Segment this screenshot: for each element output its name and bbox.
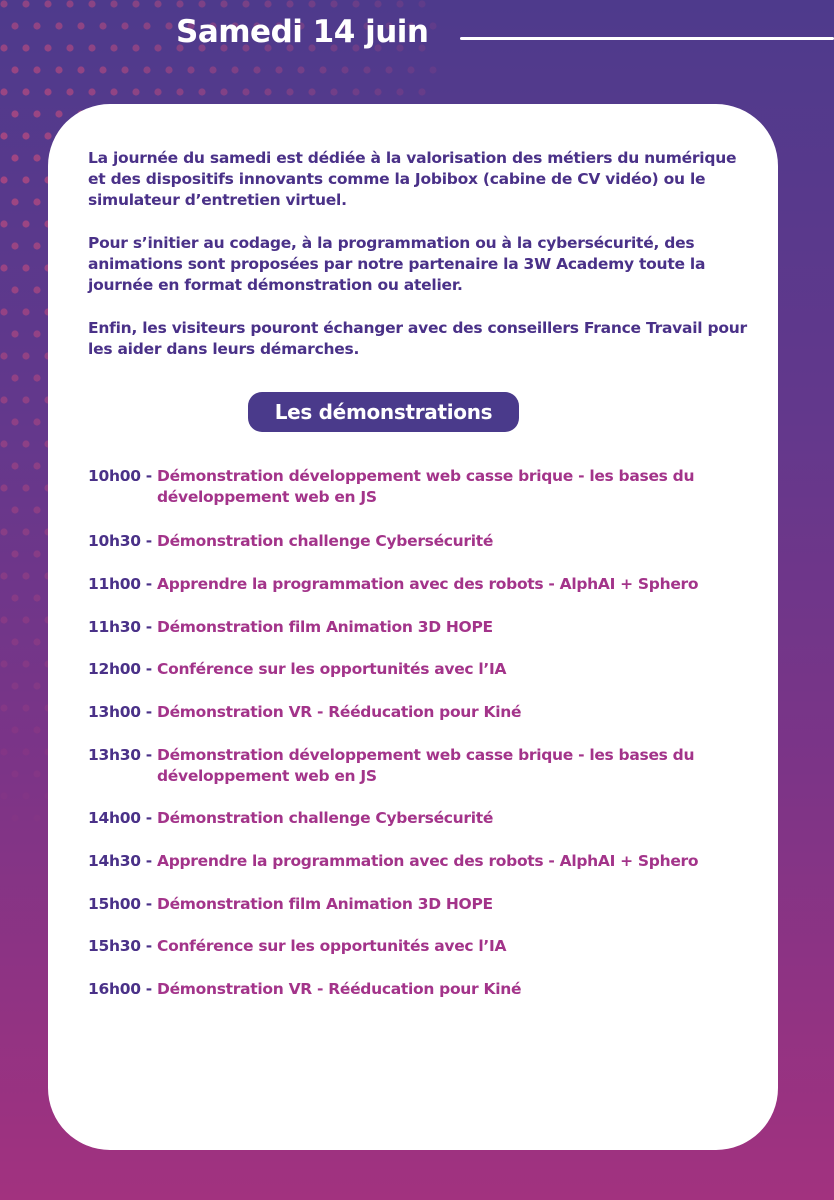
content-card: [48, 104, 778, 1150]
schedule-time: 14h00: [88, 809, 141, 827]
schedule-description: Démonstration VR - Rééducation pour Kiné: [157, 703, 522, 721]
schedule-item: 10h30 - Démonstration challenge Cybersécurité: [88, 531, 707, 552]
schedule-item: 13h30 - Démonstration développement web casse brique - les bases du développement web en JS: [88, 745, 707, 787]
section-title-pill: Les démonstrations: [248, 392, 519, 432]
schedule-time: 11h30: [88, 618, 141, 636]
intro-paragraph: La journée du samedi est dédiée à la valorisation des métiers du numérique et des dispositifs innovants comme la Jobibox (cabine de CV vidéo) ou le simulateur d’entretien virtuel.: [88, 149, 737, 209]
schedule-item: 12h00 - Conférence sur les opportunités avec l’IA: [88, 659, 707, 680]
schedule-item: 13h00 - Démonstration VR - Rééducation pour Kiné: [88, 702, 707, 723]
schedule-item: 10h00 - Démonstration développement web casse brique - les bases du développement web en JS: [88, 466, 707, 508]
schedule-time: 10h00: [88, 467, 141, 485]
schedule-item: 14h00 - Démonstration challenge Cybersécurité: [88, 808, 707, 829]
schedule-item: 14h30 - Apprendre la programmation avec des robots - AlphAI + Sphero: [88, 851, 707, 872]
schedule-time: 15h00: [88, 895, 141, 913]
intro-paragraph: Enfin, les visiteurs pouront échanger avec des conseillers France Travail pour les aider dans leurs démarches.: [88, 319, 747, 358]
schedule-description: Démonstration développement web casse brique - les bases du développement web en JS: [157, 746, 695, 785]
schedule-item: 11h00 - Apprendre la programmation avec des robots - AlphAI + Sphero: [88, 574, 707, 595]
schedule-item: 16h00 - Démonstration VR - Rééducation pour Kiné: [88, 979, 707, 1000]
schedule-item: 15h30 - Conférence sur les opportunités avec l’IA: [88, 936, 707, 957]
intro-paragraph: Pour s’initier au codage, à la programmation ou à la cybersécurité, des animations sont proposées par notre partenaire la 3W Academy toute la journée en format démonstration ou atelier.: [88, 234, 706, 294]
page-title: Samedi 14 juin: [176, 14, 429, 50]
schedule-description: Conférence sur les opportunités avec l’IA: [157, 937, 507, 955]
schedule-description: Démonstration challenge Cybersécurité: [157, 532, 494, 550]
schedule-time: 14h30: [88, 852, 141, 870]
schedule-description: Démonstration challenge Cybersécurité: [157, 809, 494, 827]
schedule-description: Apprendre la programmation avec des robots - AlphAI + Sphero: [157, 575, 699, 593]
schedule-description: Apprendre la programmation avec des robots - AlphAI + Sphero: [157, 852, 699, 870]
intro-text: [88, 148, 756, 382]
schedule-time: 13h00: [88, 703, 141, 721]
schedule-item: 11h30 - Démonstration film Animation 3D HOPE: [88, 617, 707, 638]
schedule-time: 11h00: [88, 575, 141, 593]
title-divider-line: [460, 37, 834, 40]
schedule-description: Démonstration VR - Rééducation pour Kiné: [157, 980, 522, 998]
schedule-time: 10h30: [88, 532, 141, 550]
schedule-description: Conférence sur les opportunités avec l’IA: [157, 660, 507, 678]
schedule-time: 12h00: [88, 660, 141, 678]
schedule-description: Démonstration développement web casse brique - les bases du développement web en JS: [157, 467, 695, 506]
schedule-item: 15h00 - Démonstration film Animation 3D HOPE: [88, 894, 707, 915]
schedule-description: Démonstration film Animation 3D HOPE: [157, 618, 493, 636]
schedule-time: 15h30: [88, 937, 141, 955]
schedule-time: 16h00: [88, 980, 141, 998]
schedule-description: Démonstration film Animation 3D HOPE: [157, 895, 493, 913]
schedule-time: 13h30: [88, 746, 141, 764]
